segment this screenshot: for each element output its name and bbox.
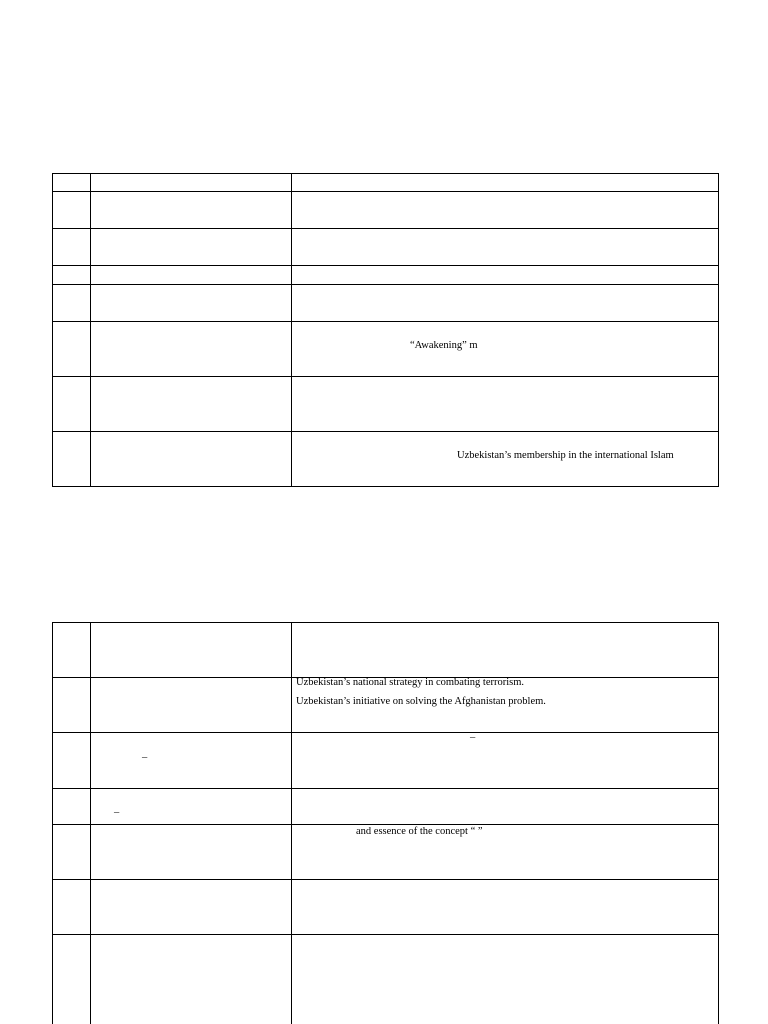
table-1-col-divider	[90, 173, 91, 487]
table-1-row-divider	[52, 228, 719, 229]
table-1-row-divider	[52, 284, 719, 285]
table-2-row-divider	[52, 879, 719, 880]
table-2-dash: –	[114, 807, 120, 818]
table-2-row-divider	[52, 934, 719, 935]
table-1-row-divider	[52, 376, 719, 377]
table-1-border-bottom	[52, 486, 719, 487]
table-1-border-left	[52, 173, 53, 487]
table-2-row-divider	[52, 732, 719, 733]
table-2-border-right	[718, 622, 719, 1024]
table-1-cell-text: Uzbekistan’s membership in the international Islam	[457, 450, 674, 461]
table-2-cell-text: Uzbekistan’s initiative on solving the Afghanistan problem.	[296, 696, 546, 707]
table-1-row-divider	[52, 191, 719, 192]
table-1-row-divider	[52, 431, 719, 432]
table-2-row-divider	[52, 788, 719, 789]
table-1-row-divider	[52, 265, 719, 266]
table-2-col-divider	[90, 622, 91, 1024]
table-2-border-left	[52, 622, 53, 1024]
table-2-border-top	[52, 622, 719, 623]
table-2-col-divider	[291, 622, 292, 1024]
table-2-dash: –	[142, 752, 148, 763]
table-1-row-divider	[52, 321, 719, 322]
table-2-cell-text: Uzbekistan’s national strategy in combating terrorism.	[296, 677, 525, 688]
table-1-col-divider	[291, 173, 292, 487]
table-1-border-top	[52, 173, 719, 174]
table-1-border-right	[718, 173, 719, 487]
table-2-dash: –	[470, 732, 476, 743]
table-1-cell-text: “Awakening” m	[410, 340, 478, 351]
table-2-cell-text: and essence of the concept “ ”	[356, 826, 483, 837]
